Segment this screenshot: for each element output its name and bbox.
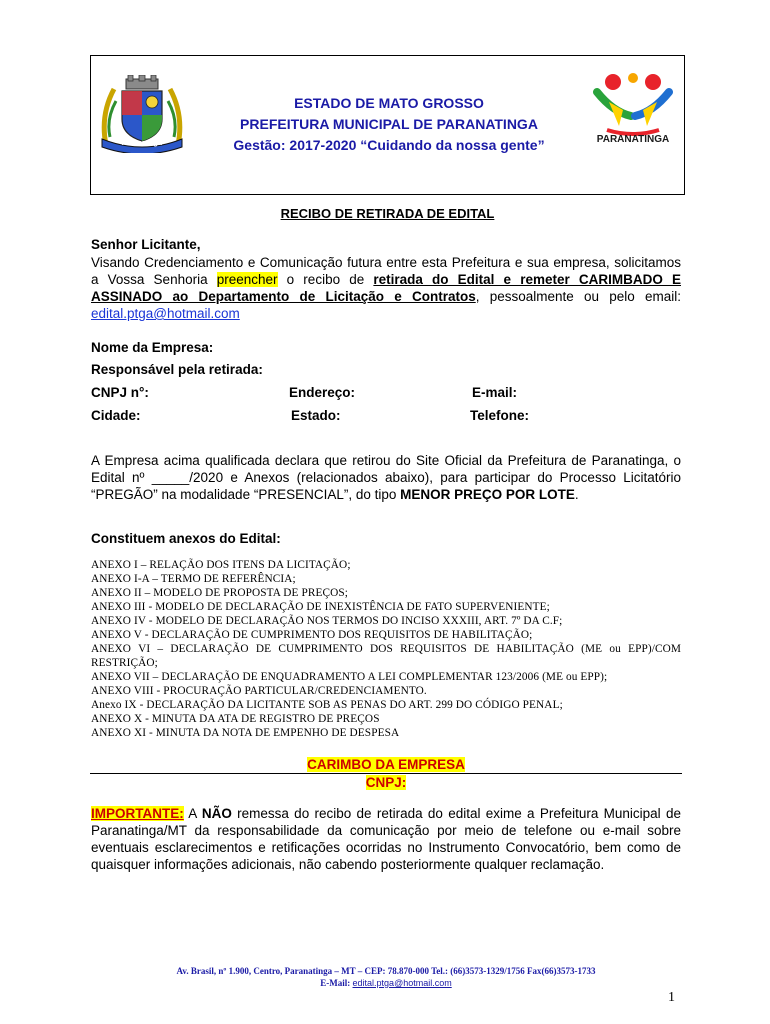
company-name-label: Nome da Empresa: (91, 340, 214, 355)
intro-text-2: o recibo de (277, 272, 374, 287)
important-note (91, 805, 681, 873)
important-text-1: A (183, 806, 202, 821)
intro-text-1: Visando Credenciamento e Comunicação futura entre esta Prefeitura e sua empresa, solicitamos a Vossa Senhoria (91, 255, 681, 287)
annex-list (91, 558, 681, 740)
city-hall-name: PREFEITURA MUNICIPAL DE PARANATINGA (240, 116, 538, 132)
annex-item: ANEXO VI – DECLARAÇÃO DE CUMPRIMENTO DOS REQUISITOS DE HABILITAÇÃO (ME ou EPP)/COM RESTRIÇÃO; (91, 643, 681, 669)
important-text-2: remessa do recibo de retirada do edital exime a Prefeitura Municipal de Paranatinga/MT da responsabilidade da comunicação por meio de telefone ou e-mail sobre eventuais esclarecimentos e retificações ocorridas no Instrumento Convocatório, bem como de quaisquer informações adicionais, não cabendo posteriormente qualquer reclamação. (91, 806, 681, 872)
intro-instruction: retirada do Edital e remeter CARIMBADO E ASSINADO ao Departamento de Licitação e Contratos (91, 272, 681, 304)
highlight-preencher: preencher (216, 272, 278, 287)
footer-email-label: E-Mail: (320, 978, 353, 988)
declaration-end: . (574, 487, 579, 502)
crest-band-text: Paranatinga (121, 140, 163, 147)
phone-label: Telefone: (470, 408, 530, 423)
cnpj-label: CNPJ n°: (91, 385, 149, 400)
footer-email-line (90, 977, 682, 989)
email-link[interactable]: edital.ptga@hotmail.com (91, 306, 240, 321)
stamp-cnpj-text: CNPJ: (365, 775, 407, 790)
footer (90, 965, 682, 989)
bid-type: MENOR PREÇO POR LOTE (400, 487, 575, 502)
responsible-label: Responsável pela retirada: (91, 362, 263, 377)
intro-text-3: , pessoalmente ou pelo email: (475, 289, 681, 304)
letterhead-text (186, 93, 592, 156)
important-bold: NÃO (201, 806, 232, 821)
stamp-cnpj (90, 775, 682, 790)
declaration-text: A Empresa acima qualificada declara que retirou do Site Oficial da Prefeitura de Paranatinga, o Edital nº _____/2020 e Anexos (relacionados abaixo), para participar do Processo Licitatório “PREGÃO” na modalidade “PRESENCIAL”, do tipo (91, 453, 681, 502)
stamp-title-text: CARIMBO DA EMPRESA (307, 757, 465, 772)
receipt-title: RECIBO DE RETIRADA DE EDITAL (280, 206, 495, 221)
annex-item: ANEXO III - MODELO DE DECLARAÇÃO DE INEXISTÊNCIA DE FATO SUPERVENIENTE; (91, 601, 550, 613)
annex-item: ANEXO I-A – TERMO DE REFERÊNCIA; (91, 573, 296, 585)
footer-address: Av. Brasil, nº 1.900, Centro, Paranatinga – MT – CEP: 78.870-000 Tel.: (66)3573-1329/1756 Fax(66)3573-1733 (176, 966, 596, 976)
annex-item: ANEXO XI - MINUTA DA NOTA DE EMPENHO DE DESPESA (91, 727, 400, 739)
annex-item: ANEXO II – MODELO DE PROPOSTA DE PREÇOS; (91, 587, 348, 599)
annex-item: ANEXO IV - MODELO DE DECLARAÇÃO NOS TERMOS DO INCISO XXXIII, ART. 7º DA C.F; (91, 615, 563, 627)
annex-item: ANEXO VII – DECLARAÇÃO DE ENQUADRAMENTO A LEI COMPLEMENTAR 123/2006 (ME ou EPP); (91, 671, 608, 683)
annex-item: Anexo IX - DECLARAÇÃO DA LICITANTE SOB AS PENAS DO ART. 299 DO CÓDIGO PENAL; (91, 699, 563, 711)
declaration-paragraph (91, 452, 681, 503)
annex-item: ANEXO X - MINUTA DA ATA DE REGISTRO DE PREÇOS (91, 713, 380, 725)
state-name: ESTADO DE MATO GROSSO (294, 95, 484, 111)
greeting: Senhor Licitante, (91, 237, 201, 252)
important-label: IMPORTANTE: (91, 806, 184, 821)
annex-item: ANEXO VIII - PROCURAÇÃO PARTICULAR/CREDENCIAMENTO. (91, 685, 427, 697)
city-label: Cidade: (91, 408, 141, 423)
stamp-title (90, 757, 682, 772)
email-label: E-mail: (472, 385, 518, 400)
intro-paragraph (91, 254, 681, 322)
administration-motto: Gestão: 2017-2020 “Cuidando da nossa gente” (233, 137, 545, 153)
state-label: Estado: (291, 408, 341, 423)
address-label: Endereço: (289, 385, 356, 400)
footer-email-link[interactable]: edital.ptga@hotmail.com (352, 978, 452, 988)
annex-item: ANEXO V - DECLARAÇÃO DE CUMPRIMENTO DOS REQUISITOS DE HABILITAÇÃO; (91, 629, 533, 641)
annex-title: Constituem anexos do Edital: (91, 531, 281, 546)
stamp-divider (90, 773, 682, 774)
annex-item: ANEXO I – RELAÇÃO DOS ITENS DA LICITAÇÃO; (91, 559, 351, 571)
page-number: 1 (668, 990, 675, 1005)
city-logo-text: PARANATINGA (596, 134, 670, 145)
